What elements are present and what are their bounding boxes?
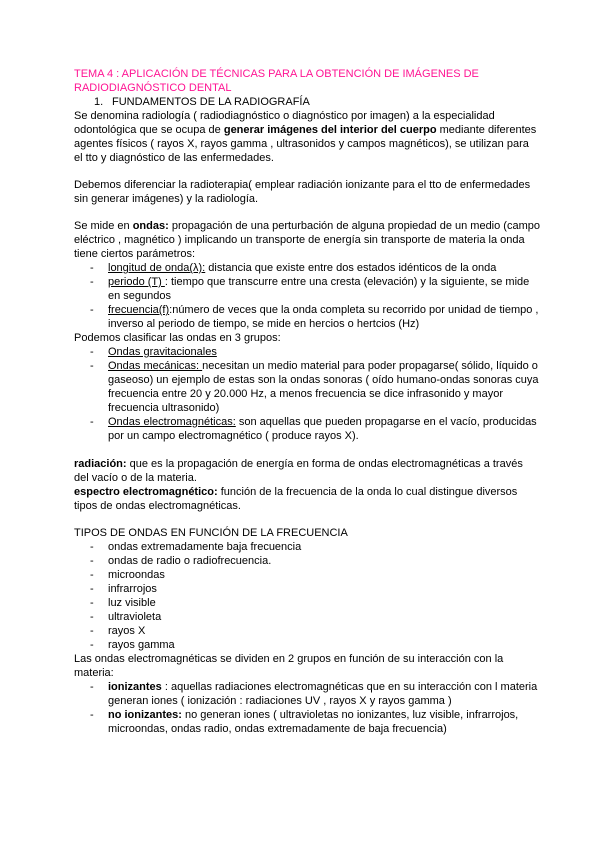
list-item: - rayos X: [74, 624, 540, 638]
spacer: [74, 165, 540, 178]
radiation-term: radiación:: [74, 458, 127, 470]
param-term: periodo (T): [108, 276, 165, 288]
em-group-text: : aquellas radiaciones electromagnéticas que en su interacción con l materia generan iones ( ionización : radiaciones UV , rayos X y rayos gamma ): [108, 681, 538, 707]
wave-params-list: [74, 261, 540, 331]
list-item: [74, 275, 540, 303]
param-desc: : tiempo que transcurre entre una cresta (elevación) y la siguiente, se mide en segundos: [108, 276, 530, 302]
spacer: [74, 443, 540, 457]
em-group-term: ionizantes: [108, 681, 162, 693]
spectrum-definition: [74, 485, 540, 513]
list-item: [74, 345, 540, 359]
types-heading: TIPOS DE ONDAS EN FUNCIÓN DE LA FRECUENCIA: [74, 527, 348, 539]
intro-paragraph: [74, 109, 540, 165]
list-item: - ondas de radio o radiofrecuencia.: [74, 554, 540, 568]
document-title: TEMA 4 : APLICACIÓN DE TÉCNICAS PARA LA OBTENCIÓN DE IMÁGENES DE RADIODIAGNÓSTICO DENTAL: [74, 68, 479, 94]
section-heading: [74, 95, 540, 109]
intro-post: mediante diferentes agentes físicos ( rayos X, rayos gamma , ultrasonidos y campos magnéticos), se utilizan para el tto y diagnóstico de las enfermedades.: [74, 124, 537, 164]
intro-bold: generar imágenes del interior del cuerpo: [223, 124, 437, 136]
radiation-text: que es la propagación de energía en forma de ondas electromagnéticas a través del vacío o de la materia.: [74, 458, 523, 484]
differentiate-paragraph: Debemos diferenciar la radioterapia( emplear radiación ionizante para el tto de enfermedades sin generar imágenes) y la radiología.: [74, 179, 531, 205]
group-term: Ondas electromagnéticas:: [108, 416, 236, 428]
list-item: - infrarrojos: [74, 582, 540, 596]
group-desc: son aquellas que pueden propagarse en el vacío, producidas por un campo electromagnético ( produce rayos X).: [108, 416, 537, 442]
group-desc: necesitan un medio material para poder propagarse( sólido, líquido o gaseoso) un ejemplo de estas son la ondas sonoras ( oído humano-ondas sonoras cuya frecuencia entre 20 y 20.000 Hz, a menos frecuencia se dice infrasonido y mayor frecuencia ultrasonido): [108, 360, 539, 414]
spacer: [74, 513, 540, 526]
radiation-definition: [74, 457, 540, 485]
list-item: - microondas: [74, 568, 540, 582]
waves-paragraph: [74, 219, 540, 261]
list-item: [74, 303, 540, 331]
list-item: - ultravioleta: [74, 610, 540, 624]
group-term: Ondas mecánicas:: [108, 360, 203, 372]
list-item: [74, 261, 540, 275]
list-item: [74, 708, 540, 736]
section-heading-text: FUNDAMENTOS DE LA RADIOGRAFÍA: [112, 96, 310, 108]
param-term: frecuencia(f): [108, 304, 170, 316]
list-item: - rayos gamma: [74, 638, 540, 652]
spacer: [74, 206, 540, 219]
wave-types-list: [74, 540, 540, 652]
em-group-text: no generan iones ( ultravioletas no ionizantes, luz visible, infrarrojos, microondas, ondas radio, ondas extremadamente de baja frecuencia): [108, 709, 519, 735]
waves-post: propagación de una perturbación de alguna propiedad de un medio (campo eléctrico , magnético ) implicando un transporte de energía sin transporte de materia la onda tiene ciertos parámetros:: [74, 220, 540, 260]
spectrum-term: espectro electromagnético:: [74, 486, 218, 498]
list-item: [74, 680, 540, 708]
list-item: - luz visible: [74, 596, 540, 610]
list-item: - ondas extremadamente baja frecuencia: [74, 540, 540, 554]
param-term: longitud de onda(λ):: [108, 262, 206, 274]
intro-pre: Se denomina radiología ( radiodiagnóstico o diagnóstico por imagen) a la especialidad odontológica que se ocupa de: [74, 110, 495, 136]
spectrum-text: función de la frecuencia de la onda lo cual distingue diversos tipos de ondas electromagnéticas.: [74, 486, 518, 512]
wave-groups-list: [74, 345, 540, 443]
em-groups-list: [74, 680, 540, 736]
waves-pre: Se mide en: [74, 220, 133, 232]
em-group-term: no ionizantes:: [108, 709, 182, 721]
section-number: 1.: [94, 96, 104, 108]
em-groups-intro: Las ondas electromagnéticas se dividen en 2 grupos en función de su interacción con la materia:: [74, 653, 504, 679]
param-desc: :número de veces que la onda completa su recorrido por unidad de tiempo , inverso al periodo de tiempo, se mide en hercios o hertcios (Hz): [108, 304, 539, 330]
group-term: Ondas gravitacionales: [108, 346, 217, 358]
waves-bold: ondas:: [132, 220, 169, 232]
list-item: [74, 415, 540, 443]
param-desc: distancia que existe entre dos estados idénticos de la onda: [205, 262, 497, 274]
list-item: [74, 359, 540, 415]
groups-intro: Podemos clasificar las ondas en 3 grupos:: [74, 332, 281, 344]
